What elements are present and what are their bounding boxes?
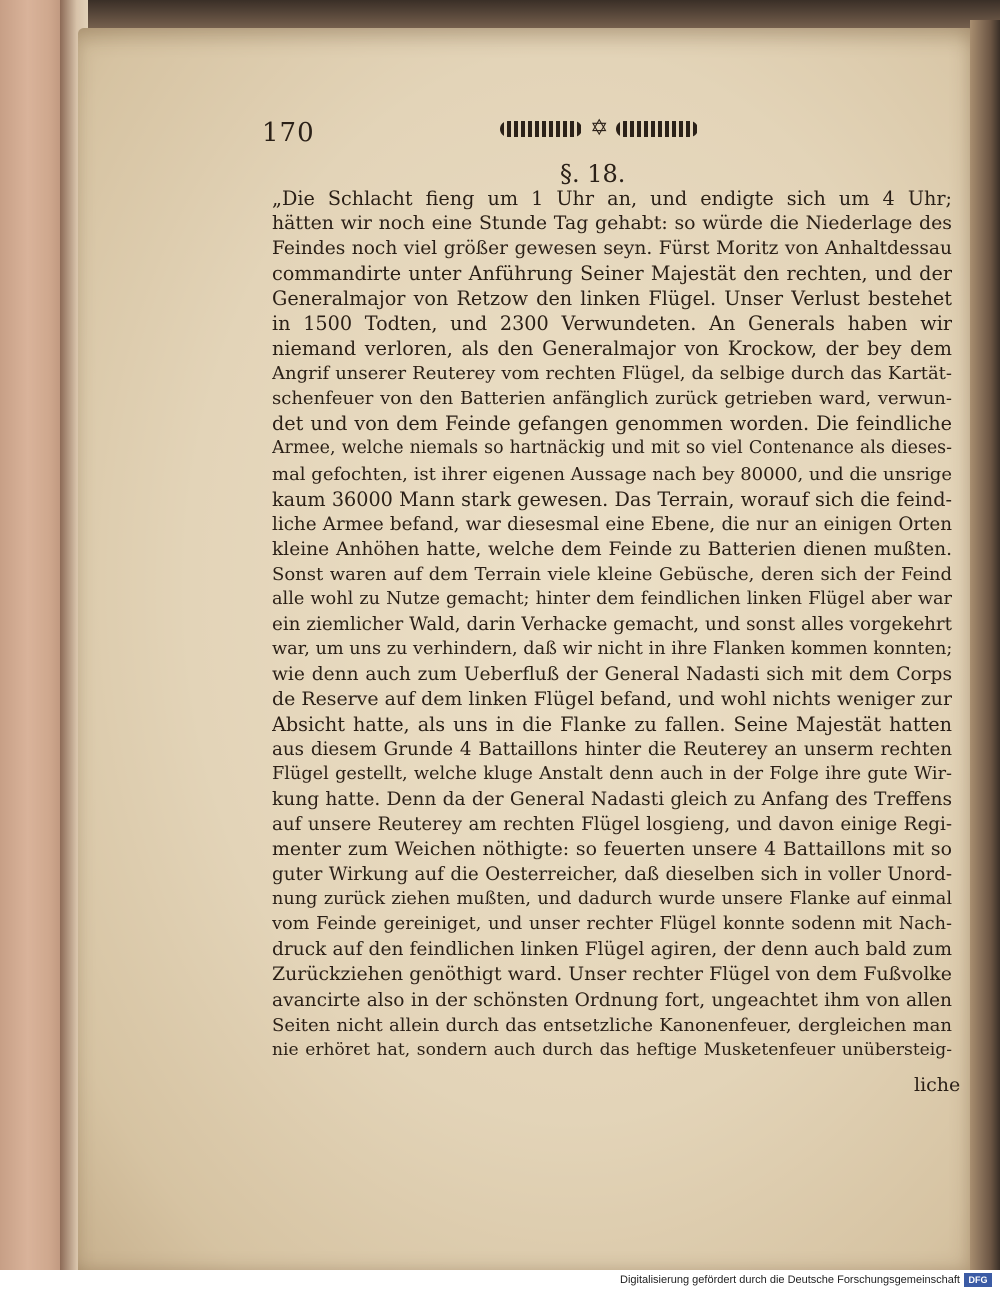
text-line: niemand verloren, als den Generalmajor von Krockow, der bey dem — [272, 337, 952, 361]
text-line: Feindes noch viel größer gewesen seyn. Fürst Moritz von Anhaltdessau — [272, 238, 952, 260]
text-line: „Die Schlacht fieng um 1 Uhr an, und endigte sich um 4 Uhr; — [272, 187, 952, 210]
text-line: hätten wir noch eine Stunde Tag gehabt: so würde die Niederlage des — [272, 212, 952, 235]
ornament-band-left — [500, 121, 582, 137]
text-line: menter zum Weichen nöthigte: so feuerten unsere 4 Battaillons mit so — [272, 838, 952, 861]
top-book-edge — [60, 0, 1000, 30]
text-line: aus diesem Grunde 4 Battaillons hinter die Reuterey an unserm rechten — [272, 739, 952, 761]
page-number: 170 — [262, 118, 315, 148]
text-line: in 1500 Todten, und 2300 Verwundeten. An Generals haben wir — [272, 312, 952, 336]
text-line: Armee, welche niemals so hartnäckig und mit so viel Contenance als dieses- — [272, 438, 952, 459]
text-line: kung hatte. Denn da der General Nadasti gleich zu Anfang des Treffens — [272, 789, 952, 811]
dfg-logo: DFG — [964, 1273, 992, 1287]
text-line: alle wohl zu Nutze gemacht; hinter dem feindlichen linken Flügel aber war — [272, 588, 952, 609]
text-line: Flügel gestellt, welche kluge Anstalt denn auch in der Folge ihre gute Wir- — [272, 764, 952, 785]
text-line: de Reserve auf dem linken Flügel befand, und wohl nichts weniger zur — [272, 687, 952, 710]
text-line: kleine Anhöhen hatte, welche dem Feinde zu Batterien dienen mußten. — [272, 538, 952, 560]
catchword: liche — [914, 1074, 961, 1096]
text-line: Absicht hatte, als uns in die Flanke zu fallen. Seine Majestät hatten — [272, 712, 952, 736]
body-text — [272, 186, 952, 1063]
text-line: war, um uns zu verhindern, daß wir nicht in ihre Flanken kommen konnten; — [272, 638, 952, 659]
ornament-band-right — [616, 121, 698, 137]
text-line: det und von dem Feinde gefangen genommen worden. Die feindliche — [272, 412, 952, 436]
text-line: Angrif unserer Reuterey vom rechten Flügel, da selbige durch das Kartät- — [272, 363, 952, 385]
text-line: schenfeuer von den Batterien anfänglich zurück getrieben ward, verwun- — [272, 388, 952, 410]
text-line: vom Feinde gereiniget, und unser rechter Flügel konnte sodenn mit Nach- — [272, 914, 952, 935]
right-book-edge — [970, 20, 1000, 1270]
funding-credit: Digitalisierung gefördert durch die Deutsche Forschungsgemeinschaft — [620, 1274, 960, 1286]
text-line: auf unsere Reuterey am rechten Flügel losgieng, und davon einige Regi- — [272, 814, 952, 836]
text-line: druck auf den feindlichen linken Flügel agiren, der denn auch bald zum — [272, 939, 952, 961]
text-line: ein ziemlicher Wald, darin Verhacke gemacht, und sonst alles vorgekehrt — [272, 613, 952, 635]
footer-bar — [0, 1270, 1000, 1292]
text-line: kaum 36000 Mann stark gewesen. Das Terrain, worauf sich die feind- — [272, 487, 952, 511]
text-line: Sonst waren auf dem Terrain viele kleine Gebüsche, deren sich der Feind — [272, 563, 952, 585]
text-line: nung zurück ziehen mußten, und dadurch wurde unsere Flanke auf einmal — [272, 889, 952, 910]
ornament-star-icon: ✡ — [590, 116, 609, 141]
text-line: Zurückziehen genöthigt ward. Unser rechter Flügel von dem Fußvolke — [272, 963, 952, 986]
section-heading: §. 18. — [560, 160, 626, 188]
header-ornament — [500, 116, 698, 141]
text-line: guter Wirkung auf die Oesterreicher, daß dieselben sich in voller Unord- — [272, 864, 952, 886]
text-line: avancirte also in der schönsten Ordnung fort, ungeachtet ihm von allen — [272, 989, 952, 1011]
text-line: nie erhöret hat, sondern auch durch das heftige Musketenfeuer unübersteig- — [272, 1039, 952, 1060]
text-line: Seiten nicht allein durch das entsetzliche Kanonenfeuer, dergleichen man — [272, 1014, 952, 1036]
text-line: Generalmajor von Retzow den linken Flügel. Unser Verlust bestehet — [272, 287, 952, 311]
text-line: mal gefochten, ist ihrer eigenen Aussage nach bey 80000, und die unsrige — [272, 463, 952, 485]
text-line: liche Armee befand, war diesesmal eine Ebene, die nur an einigen Orten — [272, 513, 952, 535]
text-line: commandirte unter Anführung Seiner Majestät den rechten, und der — [272, 262, 952, 286]
text-line: wie denn auch zum Ueberfluß der General Nadasti sich mit dem Corps — [272, 663, 952, 685]
